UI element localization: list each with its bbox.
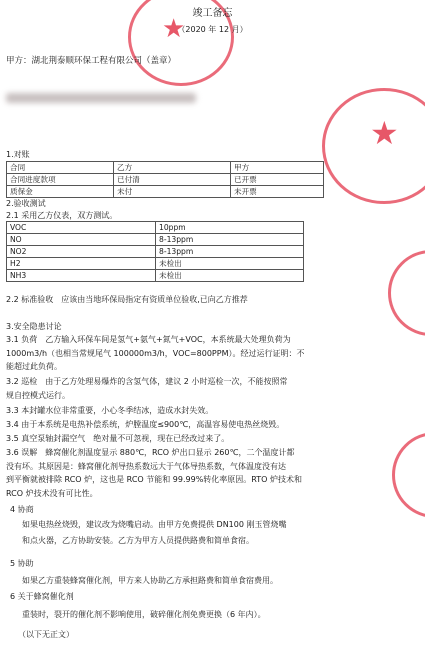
section2-sub1: 2.1 采用乙方仪表，双方测试。	[6, 211, 118, 220]
table-cell: VOC	[7, 222, 156, 234]
table-header-cell: 合同	[7, 162, 114, 174]
redacted-party-b	[6, 93, 196, 103]
table-row	[7, 258, 304, 270]
table-row	[7, 186, 324, 198]
test-result-table	[6, 221, 304, 282]
paragraph-3-2	[6, 375, 287, 402]
text-line: RCO 炉技术没有可比性。	[6, 488, 98, 498]
seal-star-icon: ★	[162, 14, 186, 44]
table-cell: 8-13ppm	[156, 234, 304, 246]
end-of-text-note: （以下无正文）	[18, 630, 74, 639]
table-cell: H2	[7, 258, 156, 270]
table-row	[7, 270, 304, 282]
paragraph-3-6	[6, 446, 302, 500]
document-title: 竣工备忘	[192, 8, 233, 19]
table-cell: 10ppm	[156, 222, 304, 234]
seal-star-icon: ★	[370, 114, 399, 152]
text-line: 到平衡就被排除 RCO 炉，这也是 RCO 节能和 99.99%转化率原因。RTO 炉技术和	[6, 475, 303, 484]
table-row	[7, 222, 304, 234]
paragraph-3-4: 3.4 由于本系统是电热补偿系统，炉膛温度≤900℃，高温容易使电热丝烧毁。	[6, 420, 285, 429]
paragraph-3-5: 3.5 真空泵轴封漏空气 绝对量不可忽视，现在已经改过来了。	[6, 434, 230, 443]
section2-sub2: 2.2 标准验收 应该由当地环保局指定有资质单位验收,已向乙方推荐	[6, 295, 248, 304]
table-cell: 未检出	[156, 258, 304, 270]
paragraph-3-3: 3.3 本封罐水位非常重要，小心冬季结冰，造成水封失效。	[6, 406, 214, 415]
section5-body: 如果乙方重装蜂窝催化剂，甲方来人协助乙方承担路费和简单食宿费用。	[22, 576, 278, 585]
text-line: 3.6 误解 蜂窝催化剂温度显示 880℃，RCO 炉出口显示 260℃，二个温度计都	[6, 448, 295, 457]
table-row	[7, 174, 324, 186]
section4-body	[22, 517, 287, 549]
table-row	[7, 246, 304, 258]
table-header-row	[7, 162, 324, 174]
text-line: 没有坏。其原因是：蜂窝催化剂导热系数远大于气体导热系数，气体温度没有达	[6, 461, 286, 471]
section5-heading: 5 协助	[10, 559, 34, 568]
table-cell: 未检出	[156, 270, 304, 282]
document-date: （2020 年 12 月）	[177, 25, 248, 34]
table-cell: NO	[7, 234, 156, 246]
section2-heading: 2.验收测试	[6, 199, 46, 208]
table-cell: 未开票	[231, 186, 324, 198]
table-cell: 已开票	[231, 174, 324, 186]
text-line: 规自控模式运行。	[6, 390, 70, 400]
section6-heading: 6 关于蜂窝催化剂	[10, 592, 74, 601]
text-line: 和点火器，乙方协助安装。乙方为甲方人员提供路费和简单食宿。	[22, 536, 254, 545]
table-header-cell: 甲方	[231, 162, 324, 174]
table-header-cell: 乙方	[114, 162, 231, 174]
table-cell: 未付	[114, 186, 231, 198]
reconciliation-table	[6, 161, 324, 198]
table-cell: 已付清	[114, 174, 231, 186]
table-row	[7, 234, 304, 246]
table-cell: NO2	[7, 246, 156, 258]
section6-body: 重装时，裂开的催化剂不影响使用，破碎催化剂免费更换（6 年内）。	[22, 610, 266, 619]
table-cell: 8-13ppm	[156, 246, 304, 258]
text-line: 能超过此负荷。	[6, 362, 62, 371]
section4-heading: 4 协商	[10, 505, 34, 514]
partial-seal-edge-1	[388, 250, 425, 336]
text-line: 如果电热丝烧毁，建议改为烧嘴启动。由甲方免费提供 DN100 刚玉管烧嘴	[22, 520, 287, 529]
section3-heading: 3.安全隐患讨论	[6, 322, 62, 331]
table-cell: 合同进度款项	[7, 174, 114, 186]
table-cell: NH3	[7, 270, 156, 282]
table-cell: 质保金	[7, 186, 114, 198]
party-a-line: 甲方：湖北荆泰顺环保工程有限公司（盖章）	[6, 56, 177, 66]
section1-heading: 1.对账	[6, 150, 30, 159]
text-line: 3.2 巡检 由于乙方处理易爆炸的含氢气体，建议 2 小时巡检一次，不能按照常	[6, 377, 288, 386]
text-line: 1000m3/h（也相当常规尾气 100000m3/h，VOC=800PPM）。经过运行证明：不	[6, 348, 305, 358]
text-line: 3.1 负荷 乙方输入环保车间是氢气+氨气+氮气+VOC，本系统最大处理负荷为	[6, 335, 291, 344]
partial-seal-edge-2	[392, 432, 425, 518]
paragraph-3-1	[6, 333, 304, 374]
